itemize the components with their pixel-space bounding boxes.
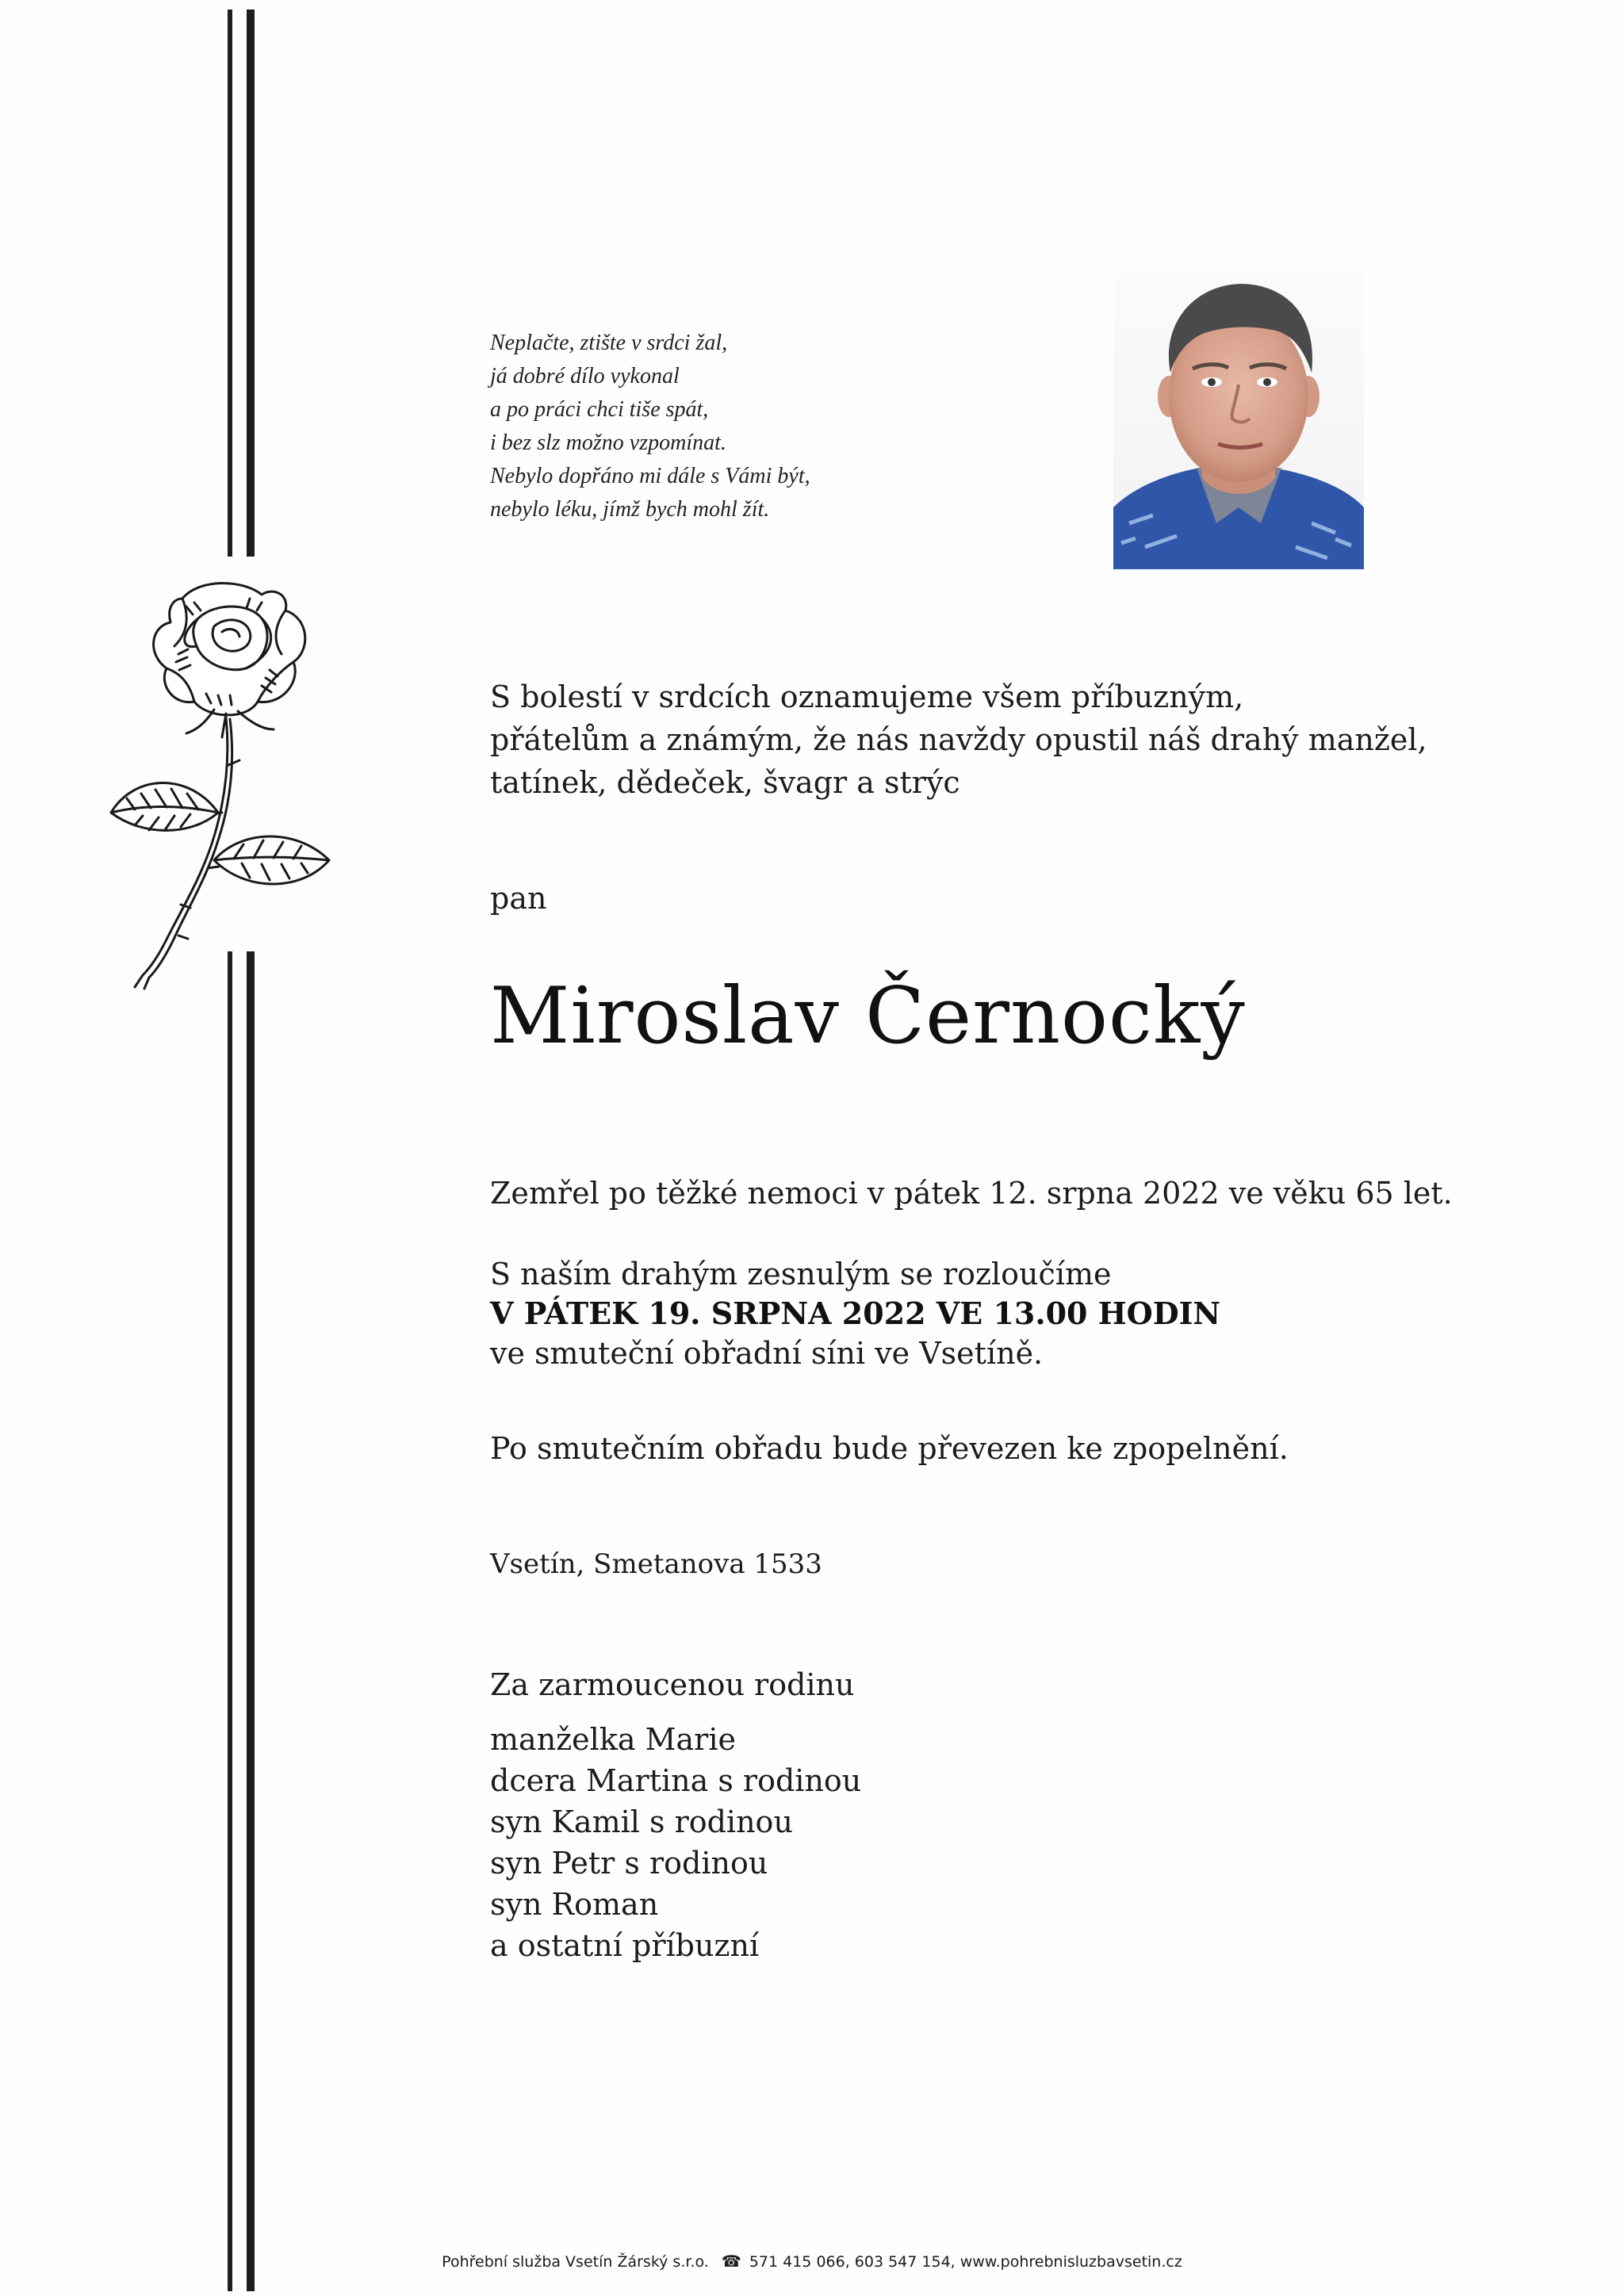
vertical-line [247, 951, 255, 2291]
portrait-photo [1113, 270, 1364, 569]
rose-icon [103, 575, 373, 1003]
vertical-line [228, 10, 232, 557]
poem-line: Nebylo dopřáno mi dále s Vámi být, [490, 464, 810, 488]
family-heading: Za zarmoucenou rodinu [490, 1667, 855, 1702]
poem-line: já dobré dílo vykonal [490, 364, 680, 388]
farewell-details [490, 1254, 1220, 1373]
family-member: syn Roman [490, 1887, 659, 1922]
deceased-name: Miroslav Černocký [490, 971, 1246, 1062]
announcement-line: tatínek, dědeček, švagr a strýc [490, 765, 960, 800]
cremation-note: Po smutečním obřadu bude převezen ke zpopelnění. [490, 1431, 1289, 1466]
family-member: manželka Marie [490, 1722, 736, 1757]
footer-contact: 571 415 066, 603 547 154, www.pohrebnisluzbavsetin.cz [749, 2253, 1182, 2271]
footer [0, 2252, 1624, 2271]
footer-company: Pohřební služba Vsetín Žárský s.r.o. [442, 2253, 709, 2271]
family-members [490, 1719, 861, 1966]
poem-line: i bez slz možno vzpomínat. [490, 430, 726, 455]
salutation: pan [490, 881, 547, 916]
vertical-line [247, 10, 255, 557]
poem-line: Neplačte, ztište v srdci žal, [490, 331, 728, 355]
poem-line: nebylo léku, jímž bych mohl žít. [490, 497, 770, 522]
announcement-line: S bolestí v srdcích oznamujeme všem příbuzným, [490, 679, 1244, 714]
death-notice: Zemřel po těžké nemoci v pátek 12. srpna 2022 ve věku 65 let. [490, 1176, 1453, 1211]
family-member: a ostatní příbuzní [490, 1928, 760, 1963]
telephone-icon: ☎ [721, 2252, 741, 2271]
address: Vsetín, Smetanova 1533 [490, 1548, 822, 1580]
farewell-intro: S naším drahým zesnulým se rozloučíme [490, 1257, 1112, 1292]
vertical-line [228, 951, 232, 2291]
announcement-line: přátelům a známým, že nás navždy opustil náš drahý manžel, [490, 722, 1427, 757]
family-member: syn Kamil s rodinou [490, 1804, 793, 1839]
poem [490, 327, 998, 526]
poem-line: a po práci chci tiše spát, [490, 397, 709, 422]
farewell-date-time: V PÁTEK 19. SRPNA 2022 VE 13.00 HODIN [490, 1295, 1221, 1331]
family-member: syn Petr s rodinou [490, 1846, 768, 1881]
family-member: dcera Martina s rodinou [490, 1763, 862, 1798]
announcement [490, 675, 1427, 804]
farewell-place: ve smuteční obřadní síni ve Vsetíně. [490, 1336, 1044, 1371]
